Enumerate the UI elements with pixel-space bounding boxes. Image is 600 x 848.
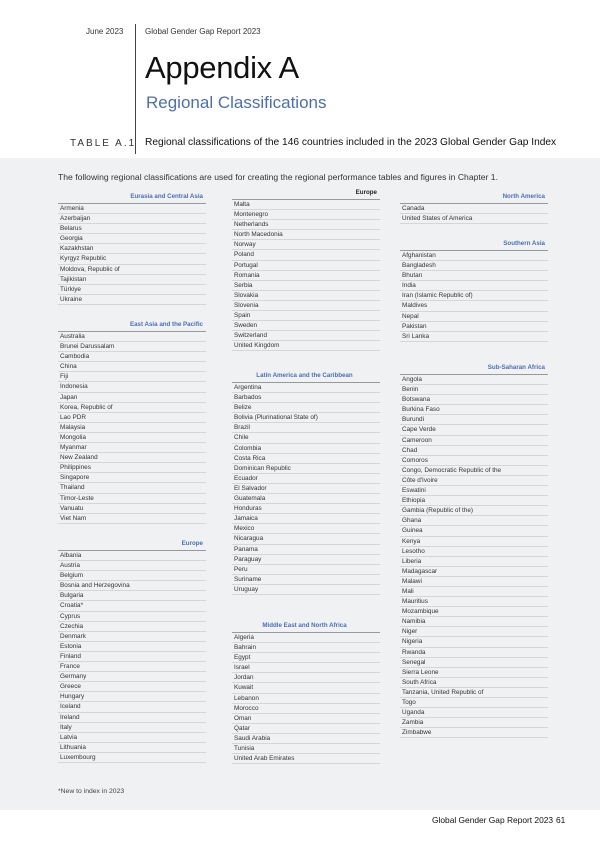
country-item: Algeria	[232, 633, 380, 643]
country-item: Spain	[232, 311, 380, 321]
country-item: Brunei Darussalam	[58, 342, 206, 352]
country-item: Uruguay	[232, 585, 380, 595]
country-item: Niger	[400, 627, 548, 637]
country-item: Israel	[232, 663, 380, 673]
country-item: Chad	[400, 446, 548, 456]
country-item: Gambia (Republic of the)	[400, 506, 548, 516]
country-item: Albania	[58, 551, 206, 561]
header-divider	[135, 24, 136, 154]
table-caption: Regional classifications of the 146 countries included in the 2023 Global Gender Gap Index	[145, 137, 557, 148]
country-item: Poland	[232, 250, 380, 260]
country-item: Ireland	[58, 713, 206, 723]
country-item: Bosnia and Herzegovina	[58, 581, 206, 591]
footer-report-title: Global Gender Gap Report 2023	[432, 815, 554, 825]
country-item: Ecuador	[232, 474, 380, 484]
country-list	[58, 332, 206, 524]
page-title: Appendix A	[145, 50, 299, 85]
country-list	[232, 383, 380, 595]
country-item: Botswana	[400, 395, 548, 405]
country-item: Argentina	[232, 383, 380, 393]
country-item: Jordan	[232, 673, 380, 683]
column-1	[58, 193, 206, 305]
country-item: Lesotho	[400, 547, 548, 557]
page-number: 61	[556, 815, 566, 825]
country-item: Côte d'Ivoire	[400, 476, 548, 486]
country-item: Sierra Leone	[400, 668, 548, 678]
country-item: Korea, Republic of	[58, 403, 206, 413]
country-item: Tanzania, United Republic of	[400, 688, 548, 698]
country-item: Burundi	[400, 415, 548, 425]
region-eurasia	[58, 193, 206, 305]
table-label: TABLE A.1	[70, 138, 137, 149]
country-item: Nigeria	[400, 637, 548, 647]
country-item: Kyrgyz Republic	[58, 254, 206, 264]
country-item: Switzerland	[232, 331, 380, 341]
country-list	[232, 200, 380, 351]
column-3-southasia	[400, 240, 548, 342]
region-europe-cont	[232, 189, 380, 351]
country-list	[400, 204, 548, 224]
country-item: Sweden	[232, 321, 380, 331]
country-item: Tunisia	[232, 744, 380, 754]
country-item: Congo, Democratic Republic of the	[400, 466, 548, 476]
country-item: Belgium	[58, 571, 206, 581]
country-item: Uganda	[400, 708, 548, 718]
column-3-ssa	[400, 364, 548, 738]
country-item: Rwanda	[400, 648, 548, 658]
country-item: Greece	[58, 682, 206, 692]
country-item: Indonesia	[58, 382, 206, 392]
country-item: United Arab Emirates	[232, 754, 380, 764]
region-header: Sub-Saharan Africa	[400, 364, 548, 375]
column-2-mena	[232, 622, 380, 764]
country-item: Myanmar	[58, 443, 206, 453]
country-item: Italy	[58, 723, 206, 733]
country-item: Latvia	[58, 733, 206, 743]
country-item: Nicaragua	[232, 534, 380, 544]
country-item: Bolivia (Plurinational State of)	[232, 413, 380, 423]
country-item: Armenia	[58, 204, 206, 214]
country-item: Brazil	[232, 423, 380, 433]
country-item: Portugal	[232, 261, 380, 271]
country-item: Mozambique	[400, 607, 548, 617]
page-subtitle: Regional Classifications	[146, 93, 327, 112]
country-item: Honduras	[232, 504, 380, 514]
country-item: Finland	[58, 652, 206, 662]
region-header: North America	[400, 193, 548, 204]
country-item: Namibia	[400, 617, 548, 627]
column-3	[400, 193, 548, 224]
country-item: Senegal	[400, 658, 548, 668]
country-item: Austria	[58, 561, 206, 571]
country-item: Fiji	[58, 372, 206, 382]
country-item: Tajikistan	[58, 275, 206, 285]
country-item: Panama	[232, 545, 380, 555]
country-item: Oman	[232, 714, 380, 724]
region-header: Middle East and North Africa	[232, 622, 380, 633]
column-2	[232, 189, 380, 351]
country-item: Comoros	[400, 456, 548, 466]
country-list	[58, 204, 206, 305]
country-item: Kenya	[400, 537, 548, 547]
country-item: Dominican Republic	[232, 464, 380, 474]
country-item: Cameroon	[400, 436, 548, 446]
country-item: Egypt	[232, 653, 380, 663]
region-southern-asia	[400, 240, 548, 342]
country-item: Thailand	[58, 483, 206, 493]
country-item: Slovakia	[232, 291, 380, 301]
country-item: Guinea	[400, 526, 548, 536]
country-item: Cambodia	[58, 352, 206, 362]
country-item: France	[58, 662, 206, 672]
country-item: Cape Verde	[400, 425, 548, 435]
country-item: Pakistan	[400, 322, 548, 332]
country-item: Bhutan	[400, 271, 548, 281]
country-item: Malawi	[400, 577, 548, 587]
region-header: East Asia and the Pacific	[58, 321, 206, 332]
country-item: Montenegro	[232, 210, 380, 220]
country-item: El Salvador	[232, 484, 380, 494]
country-item: Hungary	[58, 692, 206, 702]
country-item: Nepal	[400, 312, 548, 322]
country-item: Kazakhstan	[58, 244, 206, 254]
country-item: China	[58, 362, 206, 372]
country-item: Estonia	[58, 642, 206, 652]
country-item: Togo	[400, 698, 548, 708]
region-north-america	[400, 193, 548, 224]
country-item: Georgia	[58, 234, 206, 244]
country-item: Denmark	[58, 632, 206, 642]
country-item: Zambia	[400, 718, 548, 728]
country-item: Cyprus	[58, 612, 206, 622]
country-item: Maldives	[400, 301, 548, 311]
footnote: *New to index in 2023	[58, 788, 125, 795]
country-item: Liberia	[400, 557, 548, 567]
country-item: Mauritius	[400, 597, 548, 607]
country-item: Netherlands	[232, 220, 380, 230]
country-item: Ghana	[400, 516, 548, 526]
country-item: Timor-Leste	[58, 494, 206, 504]
country-item: Morocco	[232, 704, 380, 714]
country-item: Mexico	[232, 524, 380, 534]
country-item: India	[400, 281, 548, 291]
country-item: United Kingdom	[232, 341, 380, 351]
country-item: Romania	[232, 271, 380, 281]
country-item: Lithuania	[58, 743, 206, 753]
country-item: New Zealand	[58, 453, 206, 463]
country-item: Angola	[400, 375, 548, 385]
country-item: Chile	[232, 433, 380, 443]
country-item: Lao PDR	[58, 413, 206, 423]
country-item: Jamaica	[232, 514, 380, 524]
country-item: Philippines	[58, 463, 206, 473]
country-item: Lebanon	[232, 694, 380, 704]
country-item: Qatar	[232, 724, 380, 734]
country-item: Afghanistan	[400, 251, 548, 261]
country-item: Costa Rica	[232, 454, 380, 464]
country-item: Ukraine	[58, 295, 206, 305]
country-item: Canada	[400, 204, 548, 214]
country-item: Mongolia	[58, 433, 206, 443]
country-item: Croatia*	[58, 601, 206, 611]
country-item: Belize	[232, 403, 380, 413]
region-middle-east	[232, 622, 380, 764]
country-item: Bangladesh	[400, 261, 548, 271]
intro-text: The following regional classifications are used for creating the regional performance tables and figures in Chapter 1.	[58, 172, 498, 182]
country-item: Guatemala	[232, 494, 380, 504]
country-item: Malta	[232, 200, 380, 210]
header-date: June 2023	[86, 27, 124, 36]
country-item: Colombia	[232, 444, 380, 454]
country-list	[232, 633, 380, 764]
country-item: Czechia	[58, 622, 206, 632]
country-item: Mali	[400, 587, 548, 597]
region-header: Europe	[232, 189, 380, 200]
country-item: Eswatini	[400, 486, 548, 496]
country-item: Slovenia	[232, 301, 380, 311]
column-2-latin	[232, 372, 380, 595]
country-item: Malaysia	[58, 423, 206, 433]
country-item: Bahrain	[232, 643, 380, 653]
country-item: Peru	[232, 565, 380, 575]
region-latin-america	[232, 372, 380, 595]
country-item: Viet Nam	[58, 514, 206, 524]
country-item: Kuwait	[232, 683, 380, 693]
country-item: South Africa	[400, 678, 548, 688]
country-list	[400, 375, 548, 738]
country-item: Bulgaria	[58, 591, 206, 601]
region-sub-saharan-africa	[400, 364, 548, 738]
region-header: Latin America and the Caribbean	[232, 372, 380, 383]
region-header: Eurasia and Central Asia	[58, 193, 206, 204]
region-east-asia-pacific	[58, 321, 206, 524]
country-item: Vanuatu	[58, 504, 206, 514]
region-header: Europe	[58, 540, 206, 551]
country-list	[58, 551, 206, 763]
country-item: Iceland	[58, 702, 206, 712]
region-header: Southern Asia	[400, 240, 548, 251]
country-item: Benin	[400, 385, 548, 395]
region-europe	[58, 540, 206, 763]
country-item: Burkina Faso	[400, 405, 548, 415]
country-item: North Macedonia	[232, 230, 380, 240]
country-item: United States of America	[400, 214, 548, 224]
country-item: Suriname	[232, 575, 380, 585]
country-item: Luxembourg	[58, 753, 206, 763]
country-item: Germany	[58, 672, 206, 682]
country-item: Zimbabwe	[400, 728, 548, 738]
country-item: Belarus	[58, 224, 206, 234]
country-item: Serbia	[232, 281, 380, 291]
country-item: Paraguay	[232, 555, 380, 565]
country-item: Azerbaijan	[58, 214, 206, 224]
country-list	[400, 251, 548, 342]
country-item: Sri Lanka	[400, 332, 548, 342]
country-item: Singapore	[58, 473, 206, 483]
country-item: Iran (Islamic Republic of)	[400, 291, 548, 301]
column-1-eastasia	[58, 321, 206, 524]
column-1-europe	[58, 540, 206, 763]
country-item: Australia	[58, 332, 206, 342]
country-item: Saudi Arabia	[232, 734, 380, 744]
country-item: Madagascar	[400, 567, 548, 577]
country-item: Japan	[58, 393, 206, 403]
country-item: Türkiye	[58, 285, 206, 295]
country-item: Barbados	[232, 393, 380, 403]
country-item: Moldova, Republic of	[58, 265, 206, 275]
header-report-title: Global Gender Gap Report 2023	[145, 27, 261, 36]
country-item: Ethiopia	[400, 496, 548, 506]
country-item: Norway	[232, 240, 380, 250]
